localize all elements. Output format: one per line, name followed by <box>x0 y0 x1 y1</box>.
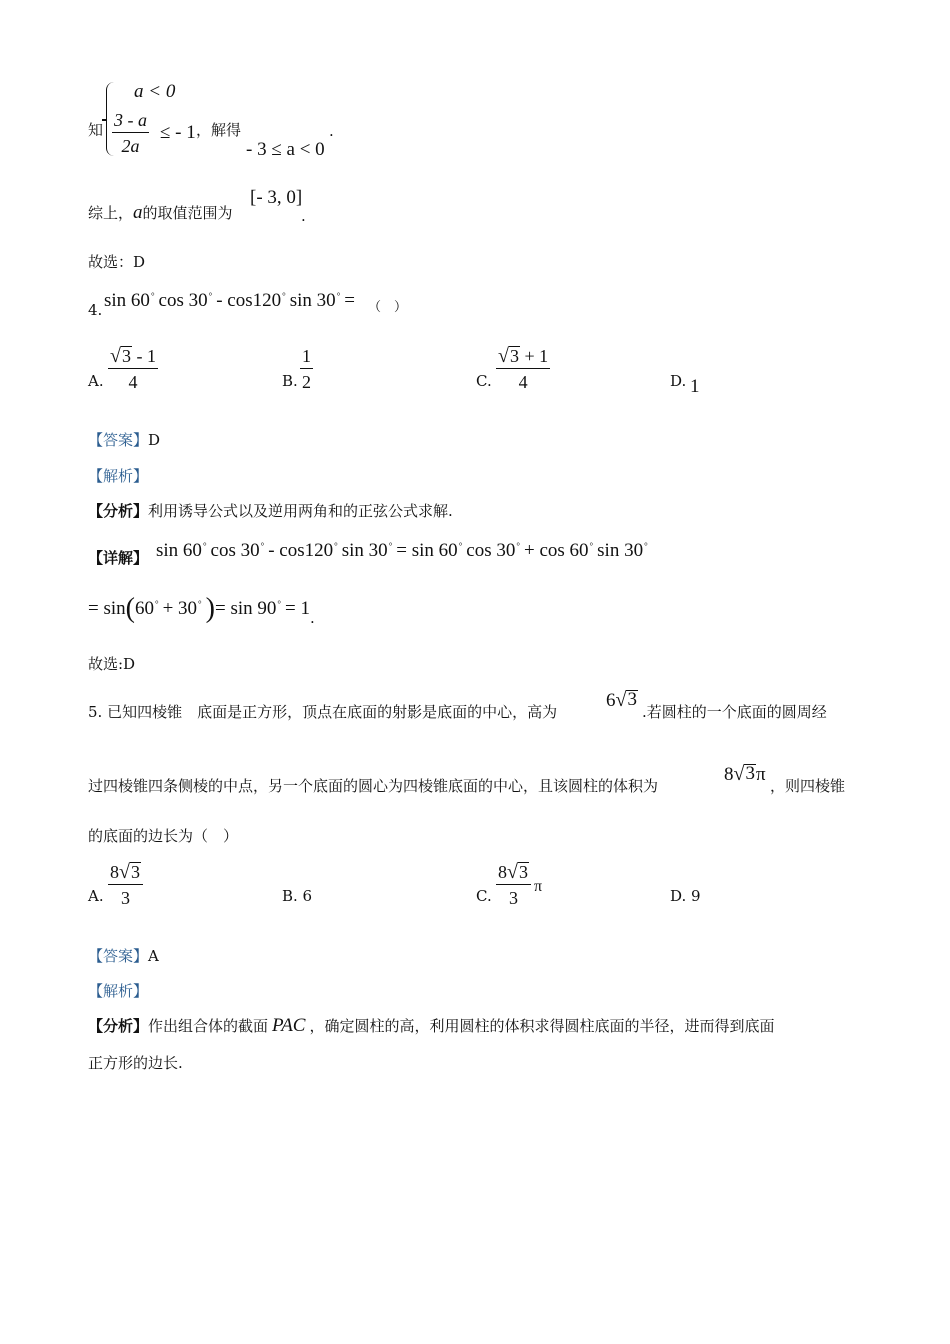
q5-fenxi-c: 正方形的边长. <box>88 1054 183 1072</box>
prev-choose: 故选：D <box>88 253 146 271</box>
q5-a-den: 3 <box>120 888 130 908</box>
jiede-text: ，解得 <box>196 121 242 139</box>
frac-denominator: 2a <box>121 136 140 156</box>
q4-option-b <box>300 346 313 393</box>
summary-line <box>88 203 233 223</box>
q5-line-2a: 过四棱锥四条侧棱的中点，另一个底面的圆心为四棱锥底面的中心，且该圆柱的体积为 <box>88 777 659 795</box>
q5-height: 6 √ 3 <box>606 689 637 711</box>
q5-c-den: 3 <box>508 888 518 908</box>
q5-answer-tag: 【答案】 <box>88 947 149 965</box>
q4-detail-line-2: = sin(60° + 30° )= sin 90° = 1 <box>88 593 310 624</box>
q4-fenxi <box>88 501 453 521</box>
q5-option-c: 8 √ 3 3 <box>496 862 531 909</box>
period: . <box>329 122 334 140</box>
q4-b-num: 1 <box>300 346 313 369</box>
q5-volume: 8 √ 3 π <box>724 763 766 785</box>
q4-jiexi: 【解析】 <box>88 467 149 485</box>
q4-answer-value: D <box>148 431 161 449</box>
q5-option-a: 8 √ 3 3 <box>108 862 143 909</box>
q4-fenxi-tag: 【分析】 <box>88 502 149 520</box>
q5-jiexi: 【解析】 <box>88 982 149 1000</box>
q5-fenxi-pac: PAC <box>272 1015 306 1036</box>
q4-detail-period: . <box>310 609 315 627</box>
q5-line-3: 的底面的边长为（ ） <box>88 827 239 845</box>
q5-option-d: D. 9 <box>670 887 701 905</box>
q4-xiangjie-tag: 【详解】 <box>88 549 149 567</box>
q5-option-b: B. 6 <box>282 887 313 905</box>
q4-paren: （ ） <box>368 300 408 315</box>
summary-mid: 的取值范围为 <box>142 204 233 222</box>
q5-fenxi-a: 作出组合体的截面 <box>148 1017 269 1035</box>
q5-fenxi-tag: 【分析】 <box>88 1017 149 1035</box>
q5-fenxi-b: ，确定圆柱的高，利用圆柱的体积求得圆柱底面的半径，进而得到底面 <box>309 1017 775 1035</box>
q4-option-c: √ 3 + 1 4 <box>498 345 549 392</box>
q4-b-den: 2 <box>302 372 311 392</box>
q5-answer-value: A <box>148 947 159 965</box>
q4-option-b-label: B. <box>282 372 298 390</box>
q4-option-d-label: D. <box>670 372 687 390</box>
q4-option-c-label: C. <box>476 372 492 390</box>
q5-option-c-pi: π <box>534 878 543 895</box>
summary-range: [- 3, 0] <box>250 187 303 208</box>
q4-a-den: 4 <box>128 372 138 392</box>
q4-fenxi-text: 利用诱导公式以及逆用两角和的正弦公式求解. <box>148 502 453 520</box>
q5-answer <box>88 946 159 966</box>
solution-result: - 3 ≤ a < 0 <box>246 139 325 160</box>
summary-var: a <box>133 202 143 223</box>
q4-expression: sin 60° cos 30° - cos120° sin 30° = <box>104 290 356 311</box>
q4-option-a-label: A. <box>88 372 104 390</box>
q4-option-a: √ 3 - 1 4 <box>110 345 156 392</box>
summary-end: . <box>301 207 306 225</box>
q4-answer-tag: 【答案】 <box>88 431 149 449</box>
zhi-text: 知 <box>88 121 104 139</box>
q5-option-a-label: A. <box>88 887 104 905</box>
q5-fenxi <box>88 1016 774 1036</box>
q4-number: 4. <box>88 301 103 319</box>
condition-2-fraction <box>112 110 149 157</box>
q4-c-den: 4 <box>518 372 528 392</box>
q4-option-d: 1 <box>690 376 700 397</box>
summary-prefix: 综上， <box>88 204 134 222</box>
q5-option-c-label: C. <box>476 887 492 905</box>
condition-1: a < 0 <box>134 81 176 102</box>
frac-numerator: 3 - a <box>112 110 149 133</box>
q4-choose: 故选:D <box>88 655 136 673</box>
condition-2-ineq: ≤ - 1 <box>160 122 196 143</box>
q4-answer <box>88 430 160 450</box>
q5-line-2b: ，则四棱锥 <box>770 777 846 795</box>
q5-line-1a: 5. 已知四棱锥 底面是正方形，顶点在底面的射影是底面的中心，高为 <box>88 703 558 721</box>
q4-detail-line-1: sin 60° cos 30° - cos120° sin 30° = sin 60° cos 30° + cos 60° sin 30° <box>156 540 648 561</box>
q5-line-1b: .若圆柱的一个底面的圆周经 <box>642 703 827 721</box>
system-brace-tip <box>102 119 107 121</box>
